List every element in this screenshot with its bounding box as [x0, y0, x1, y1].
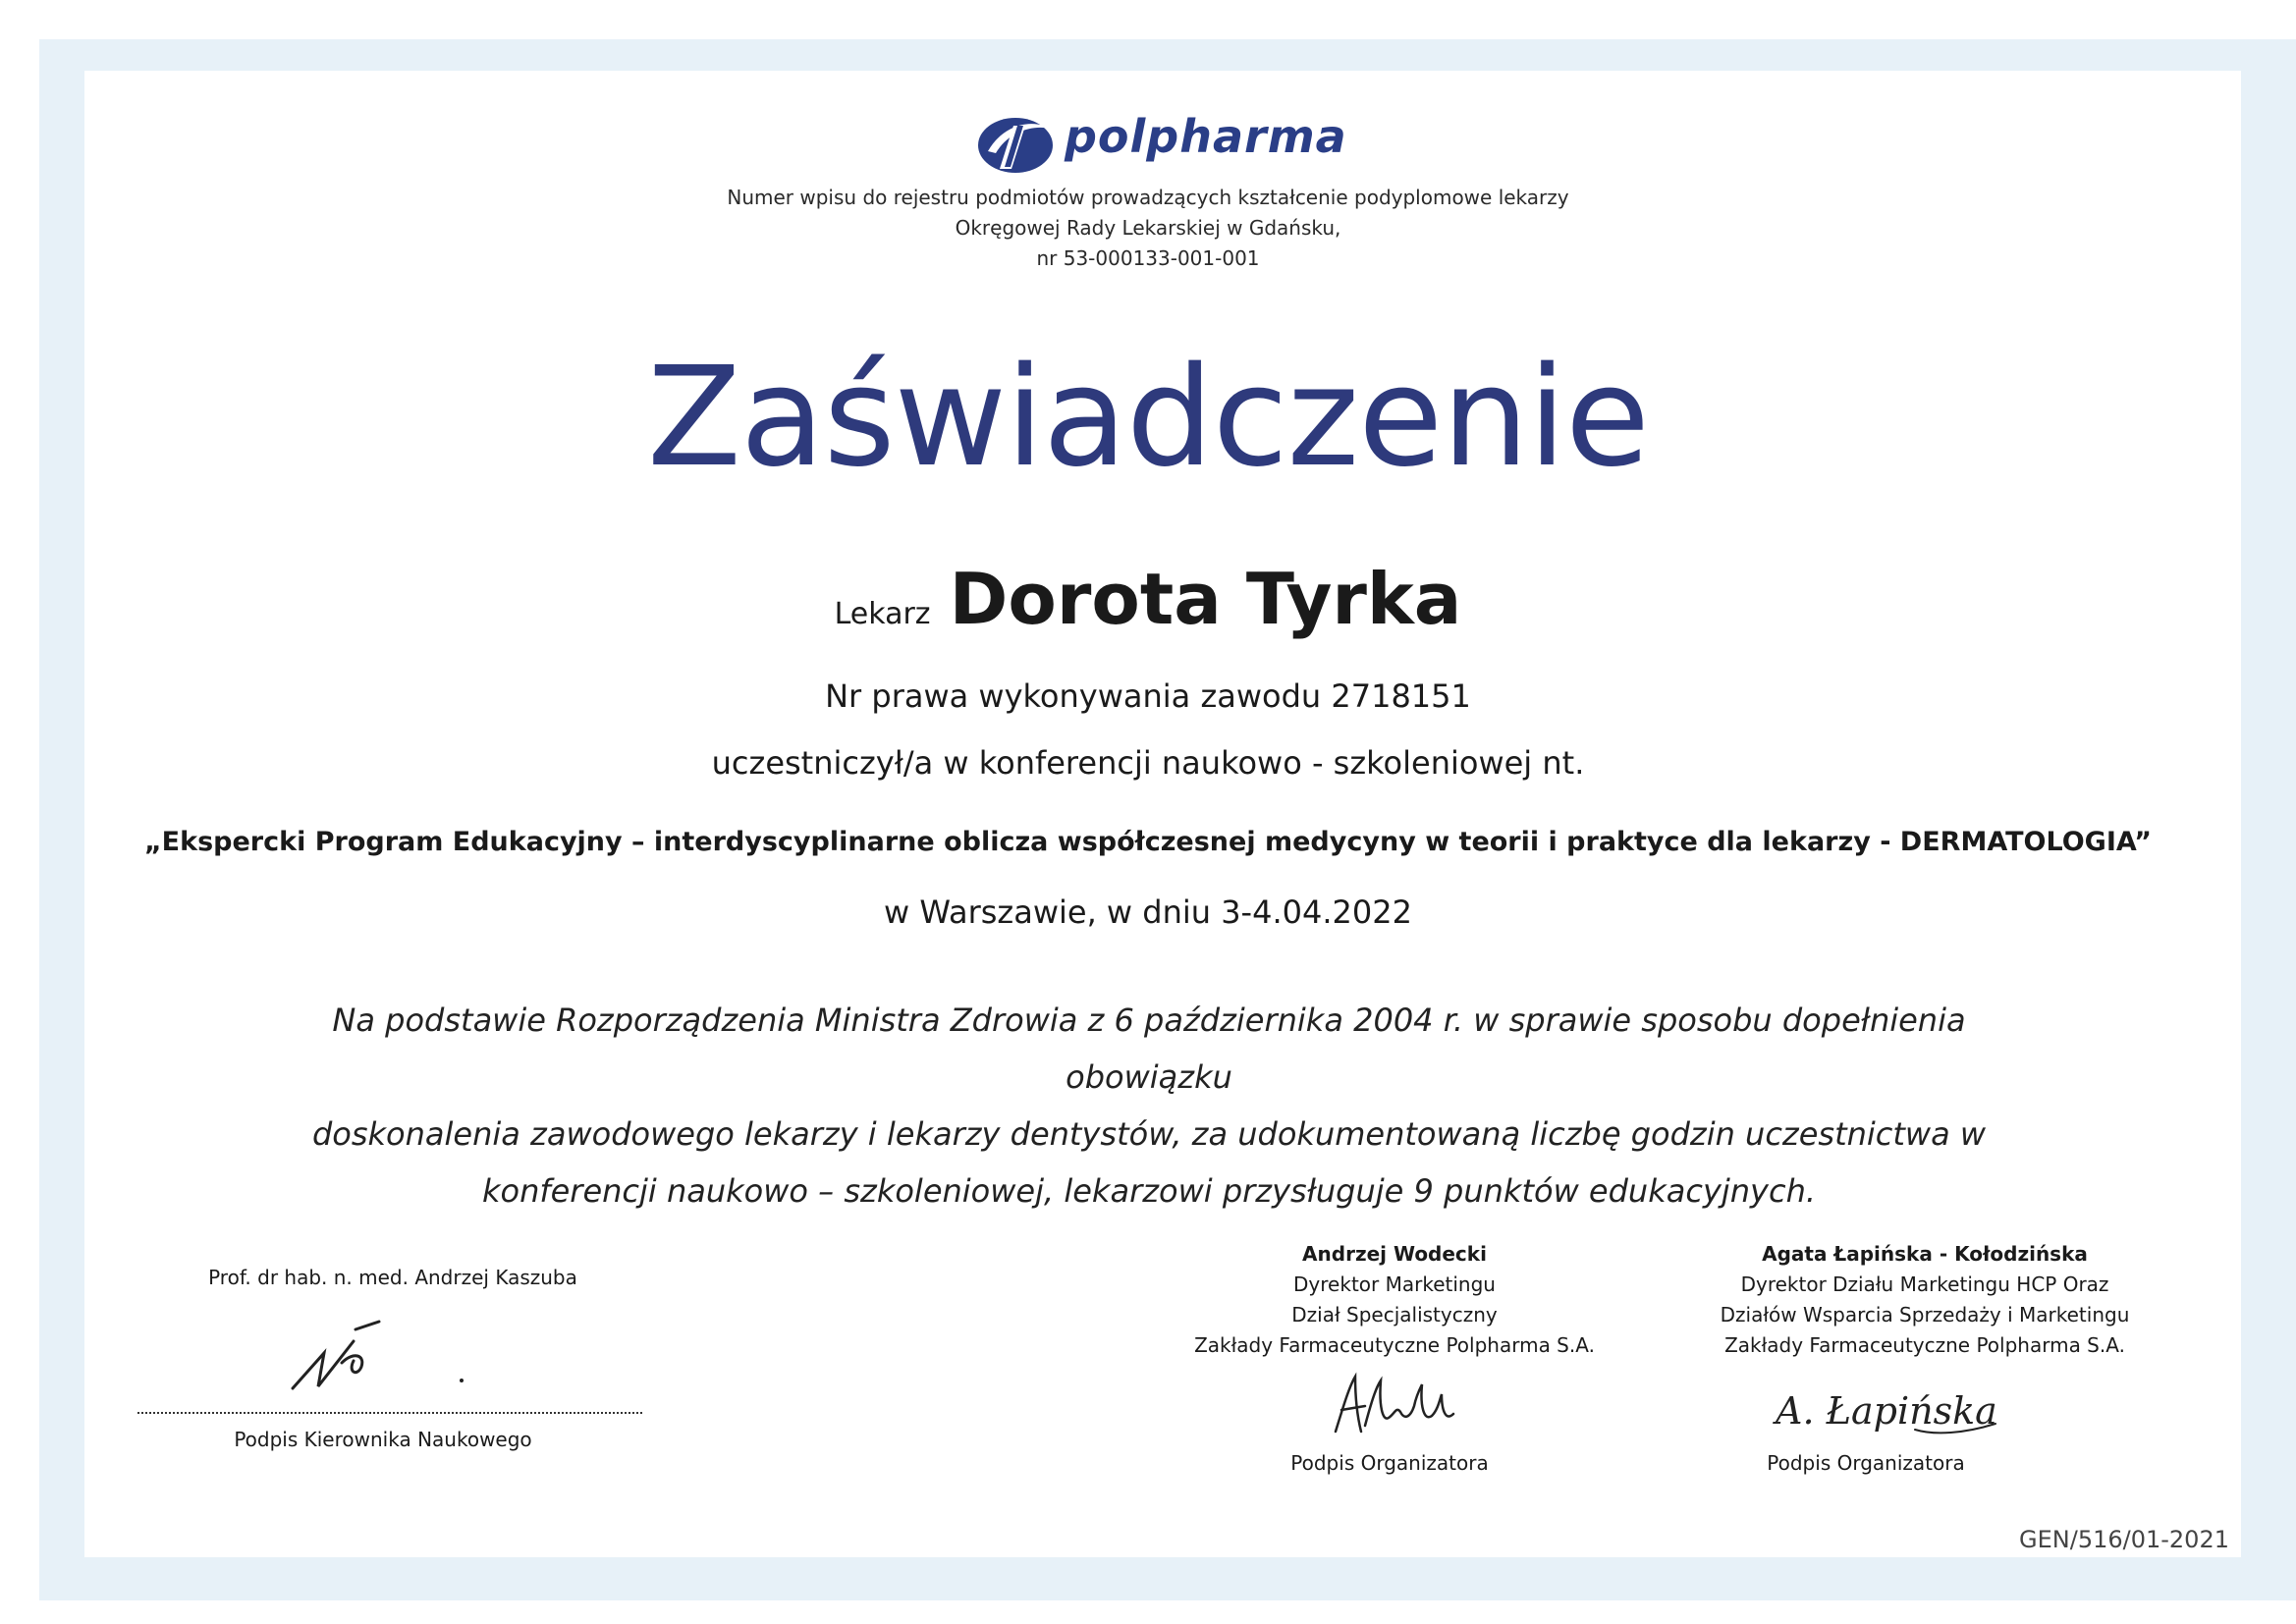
organizer-1-role: Zakłady Farmaceutyczne Polpharma S.A.: [1194, 1333, 1595, 1357]
organizer-1-name: Andrzej Wodecki: [1302, 1242, 1487, 1266]
registry-line: Okręgowej Rady Lekarskiej w Gdańsku,: [955, 216, 1341, 240]
organizer-2-name: Agata Łapińska - Kołodzińska: [1762, 1242, 2088, 1266]
legal-basis-text: [255, 992, 2043, 1219]
organizer-2-signature: [1768, 1371, 2003, 1449]
participation-text: uczestniczył/a w konferencji naukowo - szkoleniowej nt.: [711, 744, 1585, 782]
organizer-1-role: Dyrektor Marketingu: [1293, 1272, 1496, 1296]
organizer-2-role: Zakłady Farmaceutyczne Polpharma S.A.: [1724, 1333, 2125, 1357]
recipient-prefix: Lekarz: [834, 597, 931, 631]
license-number: Nr prawa wykonywania zawodu 2718151: [825, 677, 1471, 715]
scientific-head-signature: [285, 1302, 481, 1400]
organizer-1-role: Dział Specjalistyczny: [1291, 1303, 1498, 1326]
recipient-line: [0, 558, 2296, 640]
document-number: GEN/516/01-2021: [2019, 1526, 2229, 1553]
polpharma-logo-icon: [974, 108, 1059, 177]
polpharma-logo: [974, 108, 1367, 187]
legal-line: doskonalenia zawodowego lekarzy i lekarzy dentystów, za udokumentowaną liczbę godzin uczestnictwa w: [311, 1115, 1987, 1153]
organizer-2-signature-text: A. Łapińska: [1776, 1389, 1997, 1433]
scientific-head-block: [137, 1263, 648, 1293]
logo-wordmark: polpharma: [1065, 110, 1347, 163]
recipient-name: Dorota Tyrka: [949, 558, 1462, 640]
conference-title: „Ekspercki Program Edukacyjny – interdyscyplinarne oblicza współczesnej medycyny w teorii i praktyce dla lekarzy - DERMATOLOGIA”: [143, 827, 2153, 857]
place-and-date: w Warszawie, w dniu 3-4.04.2022: [884, 893, 1412, 931]
organizer-2-block: [1689, 1239, 2160, 1361]
certificate-title: Zaświadczenie: [646, 338, 1650, 498]
legal-line: konferencji naukowo – szkoleniowej, lekarzowi przysługuje 9 punktów edukacyjnych.: [481, 1172, 1817, 1210]
legal-line: Na podstawie Rozporządzenia Ministra Zdrowia z 6 października 2004 r. w sprawie sposobu dopełnienia obowiązku: [332, 1001, 1966, 1096]
registry-line: Numer wpisu do rejestru podmiotów prowadzących kształcenie podyplomowe lekarzy: [727, 186, 1569, 209]
registry-info: [0, 183, 2296, 274]
registry-line: nr 53-000133-001-001: [1036, 246, 1260, 270]
organizer-1-caption: Podpis Organizatora: [1290, 1451, 1489, 1475]
scientific-head-caption: Podpis Kierownika Naukowego: [234, 1428, 532, 1451]
organizer-2-role: Dyrektor Działu Marketingu HCP Oraz: [1740, 1272, 2109, 1296]
organizer-2-role: Działów Wsparcia Sprzedaży i Marketingu: [1720, 1303, 2130, 1326]
scientific-head-name: Prof. dr hab. n. med. Andrzej Kaszuba: [208, 1266, 577, 1289]
organizer-1-signature: [1326, 1367, 1463, 1445]
signature-dotted-line: [137, 1412, 642, 1414]
organizer-1-block: [1120, 1239, 1669, 1361]
organizer-2-caption: Podpis Organizatora: [1767, 1451, 1965, 1475]
